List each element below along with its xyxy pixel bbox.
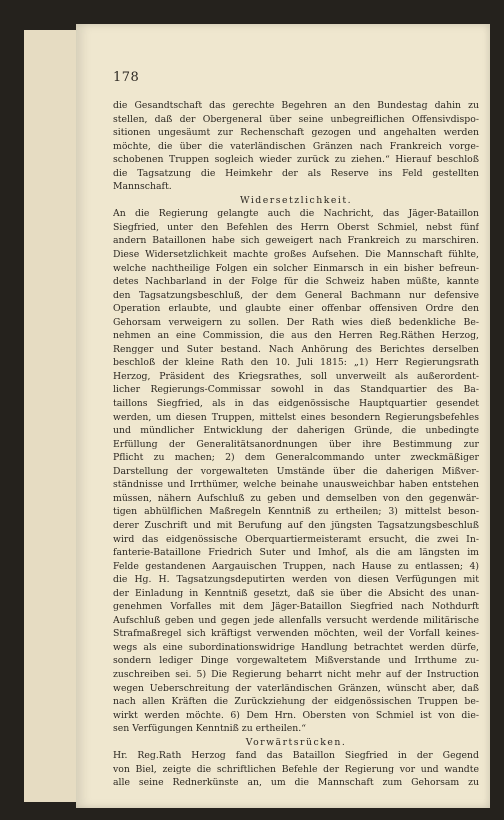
text-line: und mündlicher Entwicklung der daherigen Gründe, die unbedingte (113, 425, 479, 437)
text-line: An die Regierung gelangte auch die Nachricht, das Jäger-Bataillon (113, 208, 479, 220)
text-line: Rengger und Suter bestand. Nach Anhörung des Berichtes derselben (113, 343, 479, 355)
text-line: Hr. Reg.Rath Herzog fand das Bataillon Siegfried in der Gegend (113, 750, 479, 762)
text-line: die Tagsatzung die Heimkehr der als Reserve ins Feld gestellten (113, 167, 479, 179)
text-line: sitionen ungesäumt zur Rechenschaft gezogen und angehalten werden (113, 127, 479, 139)
text-line: zuschreiben sei. 5) Die Regierung beharrt nicht mehr auf der Instruction (113, 668, 479, 680)
text-line: andern Bataillonen habe sich geweigert nach Frankreich zu marschiren. (113, 235, 479, 247)
text-line: wird das eidgenössische Oberquartiermeisteramt ersucht, die zwei In- (113, 533, 479, 545)
text-line: genehmen Vorfalles mit dem Jäger-Bataillon Siegfried nach Nothdurft (113, 601, 479, 613)
text-line: derer Zuschrift und mit Berufung auf den jüngsten Tagsatzungsbeschluß (113, 519, 479, 531)
section-heading: Vorwärtsrücken. (245, 736, 347, 748)
text-line: Darstellung der vorgewalteten Umstände über die daherigen Mißver- (113, 465, 479, 477)
text-line: Felde gestandenen Aargauischen Truppen, nach Hause zu entlassen; 4) (113, 560, 479, 572)
text-line: Diese Widersetzlichkeit machte großes Aufsehen. Die Mannschaft fühlte, (113, 249, 479, 261)
text-line: beschloß der kleine Rath den 10. Juli 1815: „1) Herr Regierungsrath (113, 357, 479, 369)
text-line: die Gesandtschaft das gerechte Begehren an den Bundestag dahin zu (113, 100, 479, 111)
page-number: 178 (113, 70, 140, 85)
text-line: taillons Siegfried, als in das eidgenössische Hauptquartier gesendet (113, 398, 479, 410)
text-line: müssen, nähern Aufschluß zu geben und demselben von den gegenwär- (113, 492, 479, 504)
text-line: nach allen Kräften die Zurückziehung der eidgenössischen Truppen be- (113, 696, 479, 708)
text-line: wirkt werden möchte. 6) Dem Hrn. Obersten von Schmiel ist von die- (113, 709, 479, 721)
text-line: Pflicht zu machen; 2) dem Generalcommando unter zweckmäßiger (113, 452, 479, 464)
text-line: sen Verfügungen Kenntniß zu ertheilen.“ (113, 723, 306, 735)
body-text (113, 99, 479, 790)
text-line: alle seine Rednerkünste an, um die Mannschaft zum Gehorsam zu (113, 777, 479, 789)
text-line: ständnisse und Irrthümer, welche beinahe unausweichbar haben entstehen (113, 479, 479, 491)
text-line: die Hg. H. Tagsatzungsdeputirten werden von diesen Verfügungen mit (113, 574, 479, 586)
text-line: wegen Ueberschreitung der vaterländischen Gränzen, wünscht aber, daß (113, 682, 479, 694)
text-line: Gehorsam verweigern zu sollen. Der Rath wies dieß bedenkliche Be- (113, 316, 479, 328)
text-line: Operation erlaubte, und glaubte einer offenbar offensiven Ordre den (113, 303, 479, 315)
text-line: tigen abhülflichen Maßregeln Kenntniß zu ertheilen; 3) mittelst beson- (113, 506, 479, 518)
text-line: fanterie-Bataillone Friedrich Suter und Imhof, als die am längsten im (113, 547, 479, 559)
text-line: von Biel, zeigte die schriftlichen Befehle der Regierung vor und wandte (113, 763, 479, 775)
text-line: welche nachtheilige Folgen ein solcher Einmarsch in ein bisher befreun- (113, 262, 479, 274)
text-line: Mannschaft. (113, 181, 172, 193)
text-line: stellen, daß der Obergeneral über seine unbegreiflichen Offensivdispo- (113, 113, 479, 125)
text-line: Aufschluß geben und gegen jede allenfalls versucht werdende militärische (113, 614, 479, 626)
text-line: Siegfried, unter den Befehlen des Herrn Oberst Schmiel, nebst fünf (113, 221, 479, 233)
text-line: wegs als eine subordinationswidrige Handlung betrachtet werden dürfe, (113, 641, 479, 653)
text-line: Herzog, Präsident des Kriegsrathes, soll unverweilt als außerordent- (113, 370, 479, 382)
text-line: sondern lediger Dinge vorgewaltetem Mißverstande und Irrthume zu- (113, 655, 479, 667)
text-line: detes Nachbarland in der Folge für die Schweiz haben müßte, kannte (113, 276, 479, 288)
text-line: werden, um diesen Truppen, mittelst eines besondern Regierungsbefehles (113, 411, 479, 423)
text-line: Strafmaßregel sich kräftigst verwenden möchten, weil der Vorfall keines- (113, 628, 479, 640)
text-line: möchte, die über die vaterländischen Gränzen nach Frankreich vorge- (113, 140, 479, 152)
text-line: nehmen an eine Commission, die aus den Herren Reg.Räthen Herzog, (113, 330, 479, 342)
text-line: licher Regierungs-Commissar sowohl in das Standquartier des Ba- (113, 384, 479, 396)
text-line: der Einladung in Kenntniß gesetzt, daß sie über die Absicht des unan- (113, 587, 479, 599)
text-line: Erfüllung der Generalitätsanordnungen über ihre Bestimmung zur (113, 438, 479, 450)
section-heading: Widersetzlichkeit. (239, 194, 353, 206)
text-line: schobenen Truppen sogleich wieder zurück zu ziehen.“ Hierauf beschloß (113, 154, 479, 166)
text-line: den Tagsatzungsbeschluß, der dem General Bachmann nur defensive (113, 289, 479, 301)
